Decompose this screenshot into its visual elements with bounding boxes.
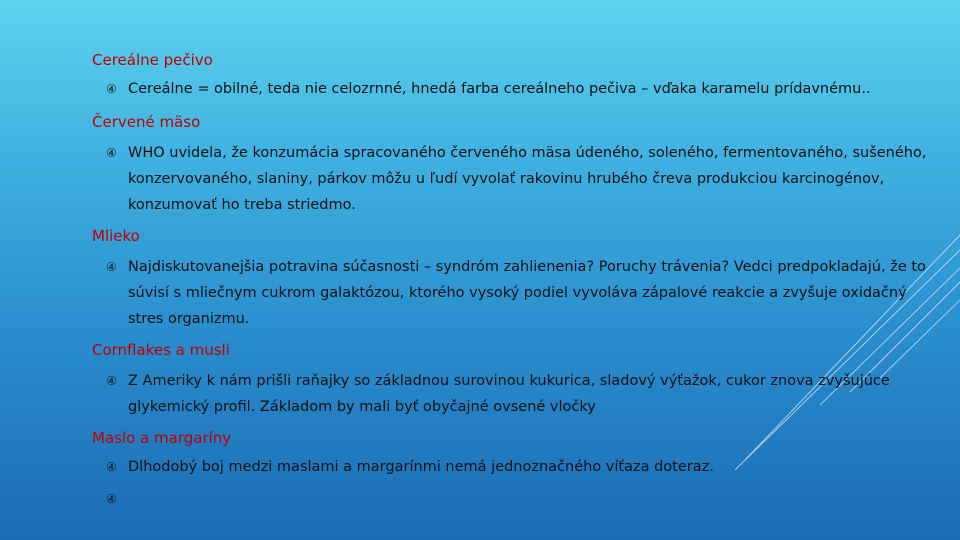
bullet-item	[92, 76, 871, 102]
bullet-text: Dlhodobý boj medzi maslami a margarínmi nemá jednoznačného víťaza doteraz.	[128, 459, 714, 475]
heading-cornflakes-a-musli: Cornflakes a musli	[92, 341, 230, 359]
bullet-icon: ④	[106, 260, 117, 274]
bullet-item	[92, 254, 932, 332]
heading-mlieko: Mlieko	[92, 227, 140, 245]
heading-cerealne-pecivo: Cereálne pečivo	[92, 51, 213, 69]
bullet-text: Najdiskutovanejšia potravina súčasnosti – syndróm zahlienenia? Poruchy trávenia? Vedci predpokladajú, že to súvisí s mliečnym cukrom galaktózou, ktorého vysoký podiel vyvoláva zápalové reakcie a zvyšuje oxidačný stres organizmu.	[128, 259, 926, 327]
heading-cervene-maso: Červené mäso	[92, 113, 201, 131]
bullet-icon: ④	[106, 460, 117, 474]
bullet-text: Cereálne = obilné, teda nie celozrnné, hnedá farba cereálneho pečiva – vďaka karamelu prídavnému..	[128, 81, 871, 97]
bullet-item	[92, 368, 932, 420]
bullet-icon: ④	[106, 492, 117, 506]
heading-maslo-a-margariny: Maslo a margaríny	[92, 429, 232, 447]
bullet-text: Z Ameriky k nám prišli raňajky so základnou surovinou kukurica, sladový výťažok, cukor znova zvyšujúce glykemický profil. Základom by mali byť obyčajné ovsené vločky	[128, 373, 890, 415]
bullet-text: WHO uvidela, že konzumácia spracovaného červeného mäsa údeného, soleného, fermentovaného, sušeného, konzervovaného, slaniny, párkov môžu u ľudí vyvolať rakovinu hrubého čreva produkciou karcinogénov, konzumovať ho treba striedmo.	[128, 145, 927, 213]
bullet-icon: ④	[106, 374, 117, 388]
bullet-item	[92, 454, 714, 480]
bullet-icon: ④	[106, 82, 117, 96]
bullet-icon: ④	[106, 146, 117, 160]
bullet-item	[92, 140, 932, 218]
